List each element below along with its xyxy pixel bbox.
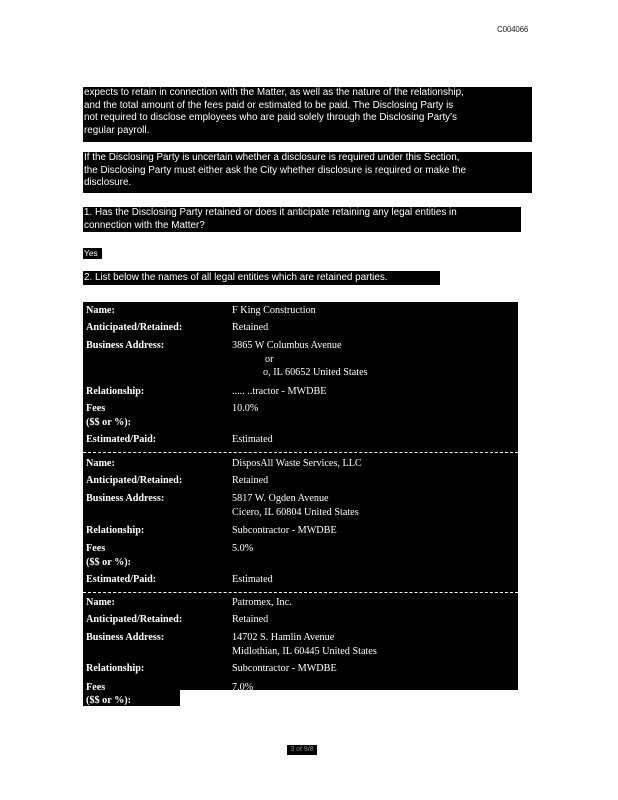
entity-address-line: or bbox=[265, 354, 274, 365]
name-label: Name: bbox=[86, 458, 115, 469]
entity-fees: 7.0% bbox=[232, 682, 254, 693]
entity-name: Patromex, Inc. bbox=[232, 597, 292, 608]
text-line: and the total amount of the fees paid or estimated to be paid. The Disclosing Party is bbox=[84, 99, 454, 111]
entity-divider bbox=[83, 452, 518, 453]
estimated-label: Estimated/Paid: bbox=[86, 434, 157, 445]
text-line: disclosure. bbox=[84, 177, 132, 189]
entity-anticipated: Retained bbox=[232, 322, 269, 333]
entity-address-line: 3865 W Columbus Avenue bbox=[232, 340, 342, 351]
address-label: Business Address: bbox=[86, 493, 165, 504]
document-id: C004066 bbox=[497, 25, 529, 34]
text-line: not required to disclose employees who are paid solely through the Disclosing Party's bbox=[84, 112, 457, 124]
entity-address-line: 14702 S. Hamlin Avenue bbox=[232, 632, 335, 643]
entity-estimated: Estimated bbox=[232, 434, 273, 445]
entity-estimated: Estimated bbox=[232, 574, 273, 585]
entity-anticipated: Retained bbox=[232, 475, 269, 486]
entity-address-line: Midlothian, IL 60445 United States bbox=[232, 646, 377, 657]
relationship-label: Relationship: bbox=[86, 386, 145, 397]
entity-fees: 5.0% bbox=[232, 543, 254, 554]
entity-relationship: Subcontractor - MWDBE bbox=[232, 525, 337, 536]
fees-label: Fees bbox=[86, 543, 106, 554]
question-1 bbox=[83, 207, 521, 232]
entity-relationship: Subcontractor - MWDBE bbox=[232, 663, 337, 674]
entity-relationship: ..... ..tractor - MWDBE bbox=[232, 386, 327, 397]
fees-unit-label: ($$ or %): bbox=[86, 695, 132, 706]
entity-name: F King Construction bbox=[232, 305, 316, 316]
fees-label: Fees bbox=[86, 682, 106, 693]
address-label: Business Address: bbox=[86, 340, 165, 351]
text-line: regular payroll. bbox=[84, 124, 150, 136]
entity-anticipated: Retained bbox=[232, 614, 269, 625]
fees-label: Fees bbox=[86, 403, 106, 414]
fees-unit-label: ($$ or %): bbox=[86, 417, 132, 428]
address-label: Business Address: bbox=[86, 632, 165, 643]
answer-1: Yes bbox=[83, 248, 102, 259]
anticipated-label: Anticipated/Retained: bbox=[86, 475, 183, 486]
text-line: 1. Has the Disclosing Party retained or does it anticipate retaining any legal entities in bbox=[84, 207, 457, 218]
entity-address-line: 5817 W. Ogden Avenue bbox=[232, 493, 329, 504]
relationship-label: Relationship: bbox=[86, 525, 145, 536]
uncertainty-paragraph bbox=[83, 152, 532, 193]
name-label: Name: bbox=[86, 305, 115, 316]
anticipated-label: Anticipated/Retained: bbox=[86, 614, 183, 625]
text-line: If the Disclosing Party is uncertain whether a disclosure is required under this Section, bbox=[84, 152, 460, 163]
entity-address-line: o, IL 60652 United States bbox=[263, 367, 368, 378]
text-line: the Disclosing Party must either ask the City whether disclosure is required or make the bbox=[84, 164, 466, 176]
fees-unit-label: ($$ or %): bbox=[86, 557, 132, 568]
anticipated-label: Anticipated/Retained: bbox=[86, 322, 183, 333]
entity-address-line: Cicero, IL 60804 United States bbox=[232, 507, 359, 518]
question-2: 2. List below the names of all legal entities which are retained parties. bbox=[83, 271, 440, 285]
page-number: 3 of 9/8 bbox=[287, 745, 317, 755]
name-label: Name: bbox=[86, 597, 115, 608]
text-line: connection with the Matter? bbox=[84, 219, 205, 231]
relationship-label: Relationship: bbox=[86, 663, 145, 674]
entity-fees: 10.0% bbox=[232, 403, 259, 414]
entity-name: DisposAll Waste Services, LLC bbox=[232, 458, 362, 469]
entity-divider bbox=[83, 592, 518, 593]
text-line: expects to retain in connection with the Matter, as well as the nature of the relationship, bbox=[84, 87, 464, 98]
disclosure-instructions-paragraph bbox=[83, 87, 532, 142]
estimated-label: Estimated/Paid: bbox=[86, 574, 157, 585]
